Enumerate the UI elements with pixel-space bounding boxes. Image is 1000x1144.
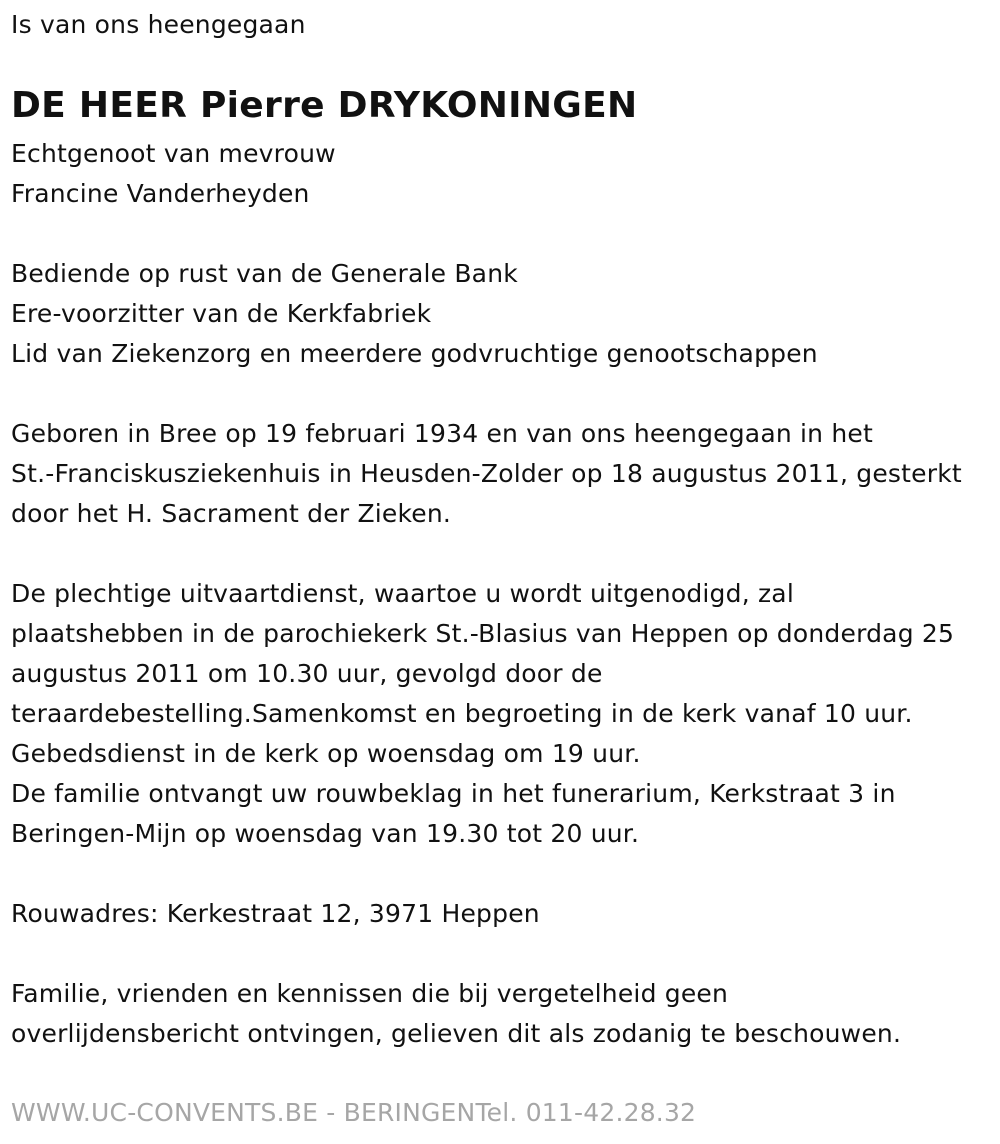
birth-death-block xyxy=(11,414,962,534)
notice-note-block xyxy=(11,974,901,1054)
title-line: Bediende op rust van de Generale Bank xyxy=(11,259,518,288)
service-line: teraardebestelling.Samenkomst en begroeting in de kerk vanaf 10 uur. xyxy=(11,699,913,728)
intro-line: Is van ons heengegaan xyxy=(11,10,306,39)
service-line: De familie ontvangt uw rouwbeklag in het funerarium, Kerkstraat 3 in xyxy=(11,779,896,808)
birth-death-line: door het H. Sacrament der Zieken. xyxy=(11,499,452,528)
title-line: Ere-voorzitter van de Kerkfabriek xyxy=(11,299,432,328)
note-line: overlijdensbericht ontvingen, gelieven dit als zodanig te beschouwen. xyxy=(11,1019,902,1048)
service-line: plaatshebben in de parochiekerk St.-Blasius van Heppen op donderdag 25 xyxy=(11,619,955,648)
service-line: De plechtige uitvaartdienst, waartoe u wordt uitgenodigd, zal xyxy=(11,579,794,608)
mourning-address: Rouwadres: Kerkestraat 12, 3971 Heppen xyxy=(11,899,540,928)
mourning-address-block xyxy=(11,894,540,934)
spouse-block xyxy=(11,134,336,214)
spouse-line: Francine Vanderheyden xyxy=(11,179,310,208)
funeral-service-block xyxy=(11,574,954,854)
note-line: Familie, vrienden en kennissen die bij vergetelheid geen xyxy=(11,979,729,1008)
service-line: Beringen-Mijn op woensdag van 19.30 tot 20 uur. xyxy=(11,819,640,848)
footer-contact: WWW.UC-CONVENTS.BE - BERINGENTel. 011-42.28.32 xyxy=(11,1098,697,1127)
titles-block xyxy=(11,254,818,374)
service-line: Gebedsdienst in de kerk op woensdag om 19 uur. xyxy=(11,739,641,768)
birth-death-line: St.-Franciskusziekenhuis in Heusden-Zolder op 18 augustus 2011, gesterkt xyxy=(11,459,962,488)
service-line: augustus 2011 om 10.30 uur, gevolgd door de xyxy=(11,659,603,688)
birth-death-line: Geboren in Bree op 19 februari 1934 en van ons heengegaan in het xyxy=(11,419,874,448)
title-line: Lid van Ziekenzorg en meerdere godvruchtige genootschappen xyxy=(11,339,818,368)
deceased-name: DE HEER Pierre DRYKONINGEN xyxy=(11,85,638,126)
spouse-line: Echtgenoot van mevrouw xyxy=(11,139,336,168)
